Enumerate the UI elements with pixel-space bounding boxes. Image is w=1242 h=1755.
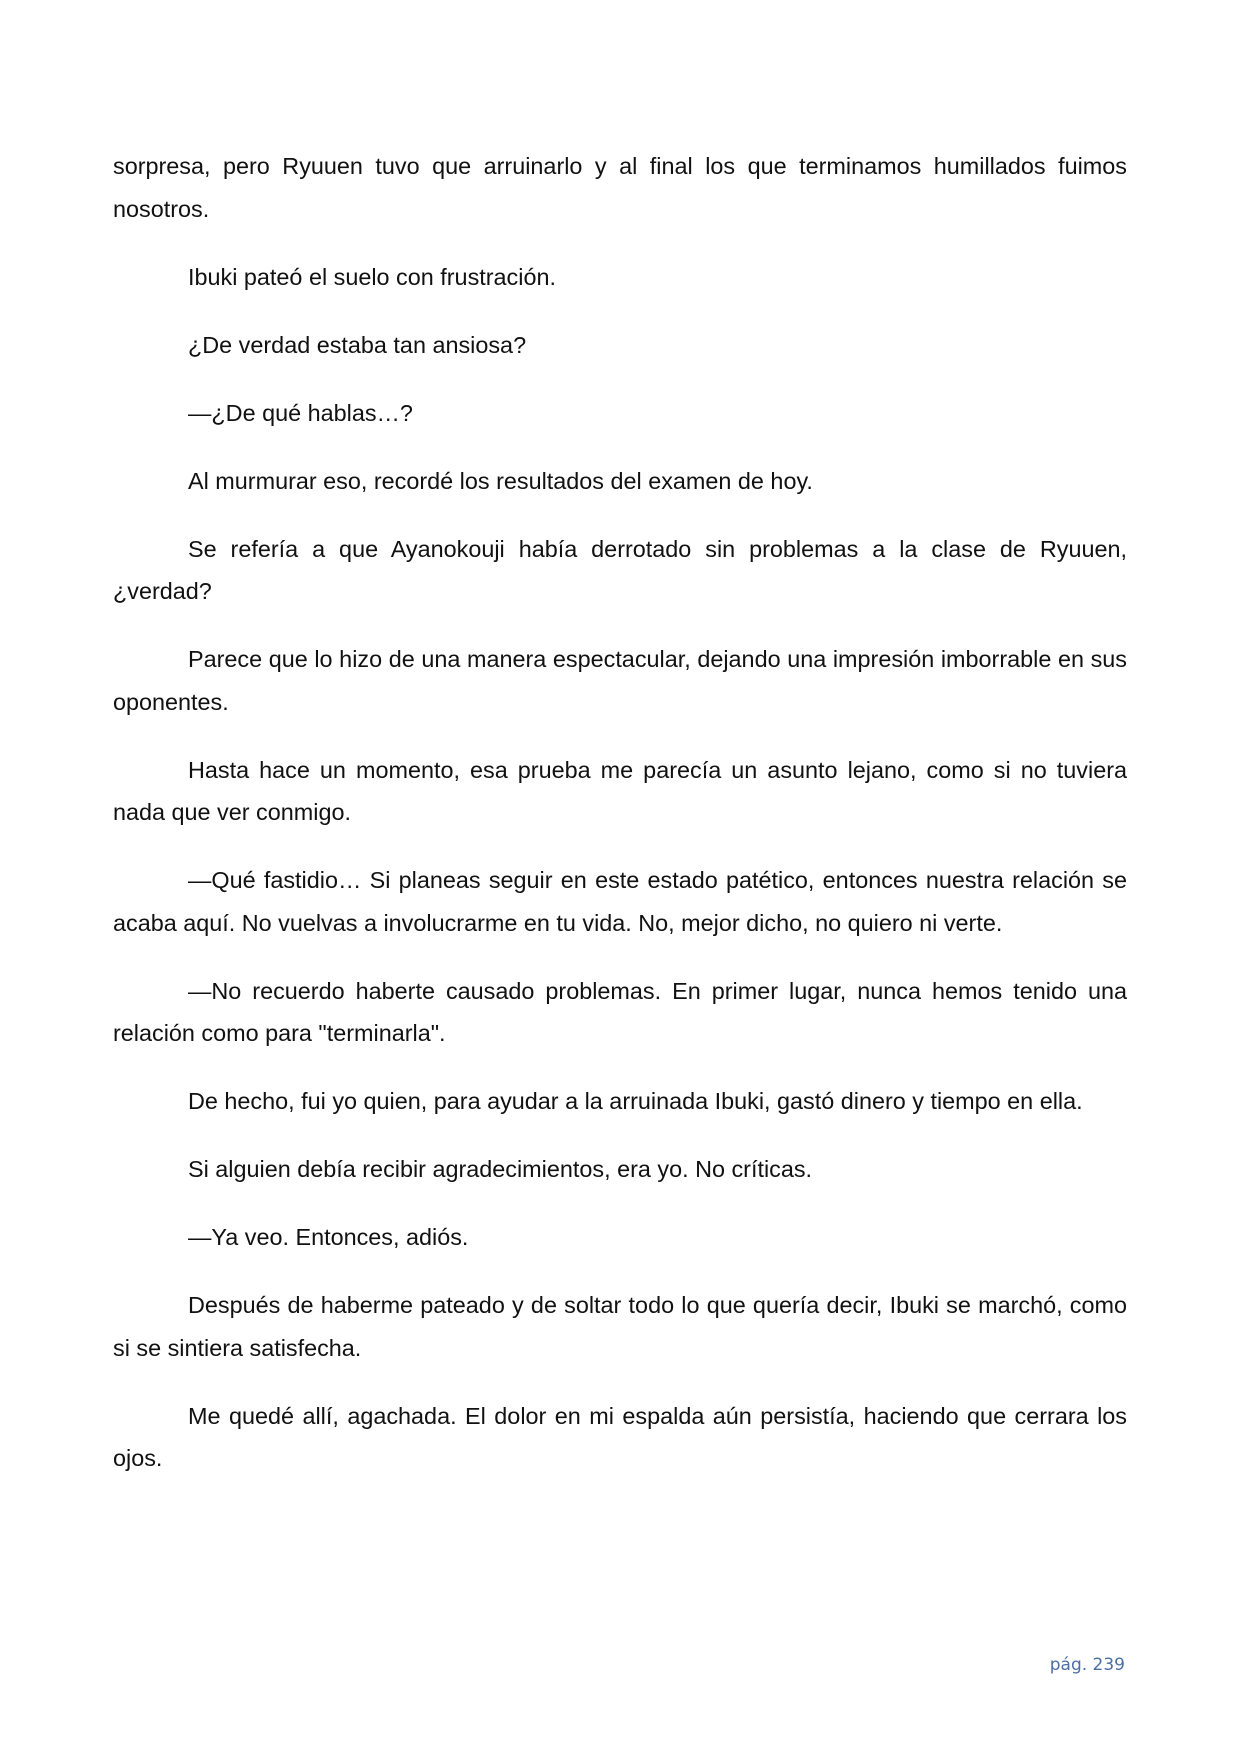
paragraph: Me quedé allí, agachada. El dolor en mi espalda aún persistía, haciendo que cerrara los ojos.	[113, 1402, 1127, 1471]
paragraph: —Qué fastidio… Si planeas seguir en este estado patético, entonces nuestra relación se acaba aquí. No vuelvas a involucrarme en tu vida. No, mejor dicho, no quiero ni verte.	[113, 867, 1127, 936]
page-number: pág. 239	[1049, 1655, 1125, 1675]
paragraph: —Ya veo. Entonces, adiós.	[188, 1224, 469, 1250]
paragraph: Ibuki pateó el suelo con frustración.	[188, 263, 556, 290]
paragraph: Después de haberme pateado y de soltar todo lo que quería decir, Ibuki se marchó, como si se sintiera satisfecha.	[113, 1292, 1127, 1361]
paragraph: Al murmurar eso, recordé los resultados del examen de hoy.	[188, 467, 813, 494]
paragraph: ¿De verdad estaba tan ansiosa?	[188, 331, 527, 358]
paragraph: sorpresa, pero Ryuuen tuvo que arruinarlo y al final los que terminamos humillados fuimos nosotros.	[113, 153, 1127, 222]
body-text	[113, 145, 1127, 1505]
paragraph: —No recuerdo haberte causado problemas. En primer lugar, nunca hemos tenido una relación como para "terminarla".	[113, 977, 1127, 1046]
paragraph: De hecho, fui yo quien, para ayudar a la arruinada Ibuki, gastó dinero y tiempo en ella.	[188, 1088, 1083, 1114]
paragraph: Si alguien debía recibir agradecimientos, era yo. No críticas.	[188, 1156, 813, 1182]
paragraph: —¿De qué hablas…?	[188, 399, 413, 426]
paragraph: Se refería a que Ayanokouji había derrotado sin problemas a la clase de Ryuuen, ¿verdad?	[113, 535, 1127, 604]
paragraph: Parece que lo hizo de una manera espectacular, dejando una impresión imborrable en sus oponentes.	[113, 646, 1127, 715]
paragraph: Hasta hace un momento, esa prueba me parecía un asunto lejano, como si no tuviera nada que ver conmigo.	[113, 756, 1127, 825]
